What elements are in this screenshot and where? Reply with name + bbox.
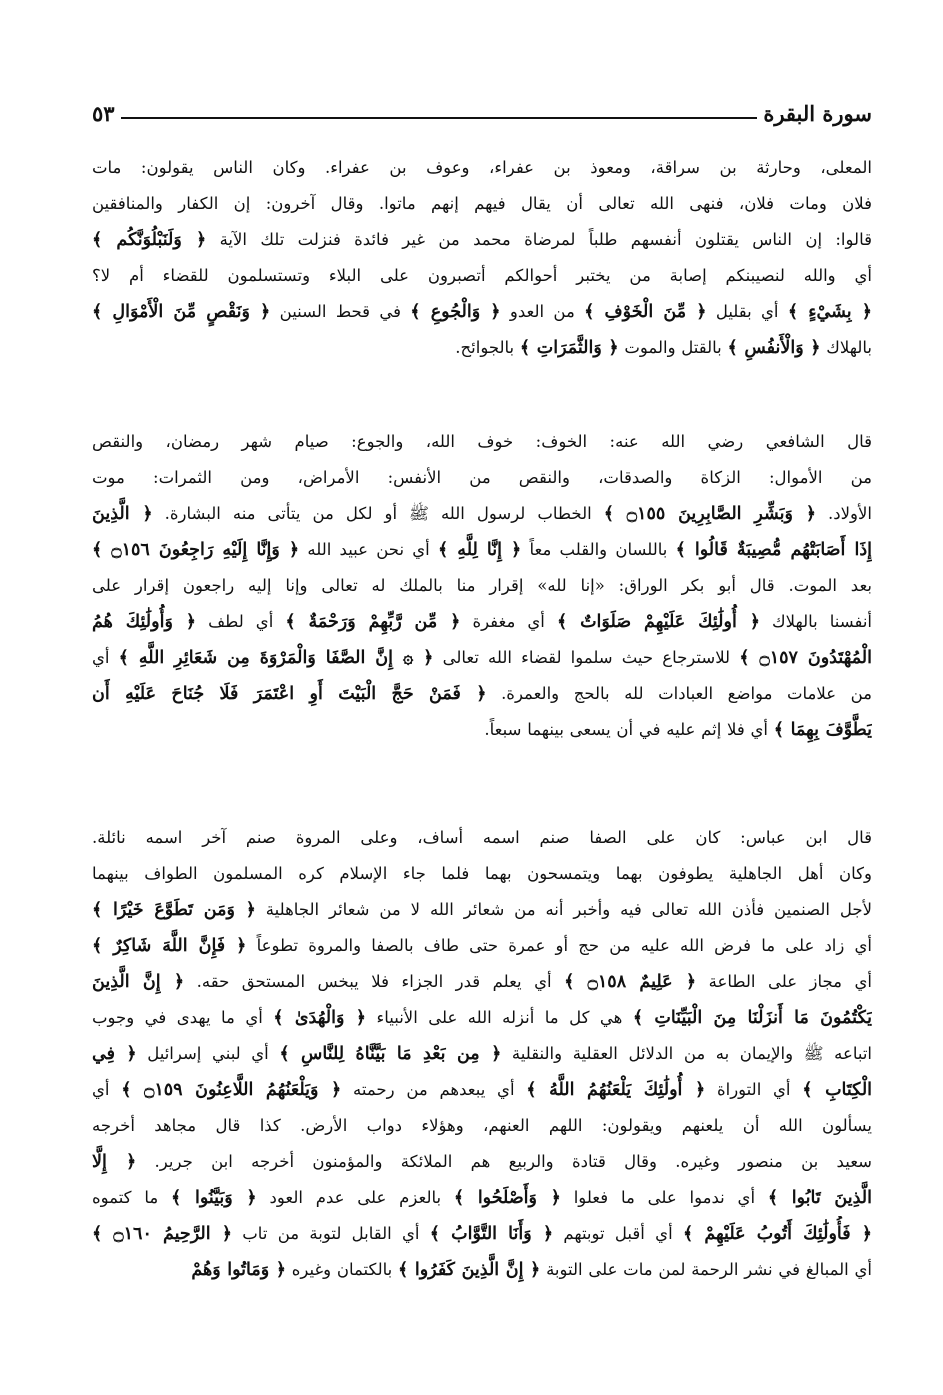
- commentary-text: أي نحن عبيد الله: [299, 540, 438, 559]
- commentary-text: الخطاب لرسول الله ﷺ أو لكل من يتأتى منه البشارة.: [152, 504, 604, 523]
- commentary-text: أي لطف: [196, 612, 286, 631]
- commentary-text: أنفسنا بالهلاك: [759, 612, 872, 631]
- text-line: [92, 568, 872, 604]
- commentary-text: أي القابل لتوبة من تاب: [231, 1224, 430, 1243]
- quran-verse: ﴿ بِشَيْءٍ ﴾: [787, 302, 872, 322]
- commentary-text: لأجل الصنمين فأذن الله تعالى فيه وأخبر أنه من شعائر الله لا من شعائر الجاهلية: [255, 900, 872, 919]
- text-line: [92, 1252, 872, 1288]
- commentary-text: من الأموال: الزكاة والصدقات، والنقص من الأنفس: الأمراض، ومن الثمرات: موت: [92, 468, 872, 487]
- quran-verse: ﴿ فَإِنَّ اللَّهَ شَاكِرٌ ﴾: [92, 936, 247, 956]
- text-line: [92, 604, 872, 640]
- quran-verse: ﴿ ۞ إِنَّ الصَّفَا وَالْمَرْوَةَ مِن شَعَائِرِ اللَّهِ ﴾: [118, 648, 434, 668]
- text-line: [92, 712, 872, 748]
- commentary-text: أي والله لنصيبنكم إصابة من يختبر أحوالكم أتصبرون على البلاء وتستسلمون للقضاء أم لا؟: [92, 266, 872, 285]
- quran-verse: ﴿ وَالْجُوعِ ﴾: [410, 302, 501, 322]
- text-line: [92, 496, 872, 532]
- commentary-text: الأولاد.: [816, 504, 872, 523]
- text-line: [92, 330, 872, 366]
- text-line: [92, 1144, 872, 1180]
- quran-verse: الَّذِينَ تَابُوا ﴾: [767, 1188, 872, 1208]
- quran-verse: ﴿ الَّذِينَ: [92, 504, 153, 524]
- commentary-text: أي يعلم قدر الجزاء فلا يبخس المستحق حقه.: [184, 972, 565, 991]
- commentary-text: أي لبني إسرائيل: [136, 1044, 280, 1063]
- quran-verse: ﴿ أُولَٰئِكَ يَلْعَنُهُمُ اللَّهُ ﴾: [526, 1080, 706, 1100]
- quran-verse: ﴿ وَمَاتُوا وَهُمْ: [191, 1260, 287, 1280]
- commentary-text: أي زاد على ما فرض الله عليه من حج أو عمرة حتى طاف بالصفا والمروة تطوعاً: [246, 936, 872, 955]
- text-line: [92, 640, 872, 676]
- commentary-text: أي فلا إثم عليه في أن يسعى بينهما سبعاً.: [484, 720, 774, 739]
- commentary-text: بالكتمان وغيره: [286, 1260, 398, 1279]
- quran-verse: ﴿ وَلَنَبْلُوَنَّكُم ﴾: [92, 230, 207, 250]
- quran-verse: ﴿ وَالثَّمَرَاتِ ﴾: [519, 338, 619, 358]
- commentary-text: ما كتموه: [92, 1188, 172, 1207]
- quran-verse: ﴿ فَمَنْ حَجَّ الْبَيْتَ أَوِ اعْتَمَرَ فَلَا جُنَاحَ عَلَيْهِ أَن: [92, 684, 487, 704]
- text-line: [92, 258, 872, 294]
- text-line: [92, 424, 872, 460]
- commentary-text: أي مغفرة: [460, 612, 557, 631]
- text-line: [92, 1216, 872, 1252]
- commentary-text: باللسان والقلب معاً: [521, 540, 676, 559]
- commentary-text: قال ابن عباس: كان على الصفا صنم اسمه أساف، وعلى المروة صنم آخر اسمه نائلة.: [92, 828, 872, 847]
- commentary-text: أي ندموا على ما فعلوا: [560, 1188, 768, 1207]
- commentary-text: للاسترجاع حيث سلموا لقضاء الله تعالى: [433, 648, 740, 667]
- text-line: [92, 222, 872, 258]
- quran-verse: الْمُهْتَدُونَ ۝١٥٧ ﴾: [739, 648, 872, 668]
- text-line: [92, 186, 872, 222]
- quran-verse: ﴿ فِي: [92, 1044, 137, 1064]
- commentary-text: بعد الموت. قال أبو بكر الوراق: «إنا لله» إقرار منا بالملك له تعالى وإنا إليه راجعون إقرار على: [92, 576, 872, 595]
- text-line: [92, 964, 872, 1000]
- text-line: [92, 1072, 872, 1108]
- text-line: [92, 1108, 872, 1144]
- surah-title: سورة البقرة: [763, 101, 872, 126]
- quran-verse: ﴿ وَأَنَا التَّوَّابُ ﴾: [429, 1224, 554, 1244]
- quran-verse: ﴿ إِلَّا: [92, 1152, 137, 1172]
- quran-verse: ﴿ مِن بَعْدِ مَا بَيَّنَّاهُ لِلنَّاسِ ﴾: [279, 1044, 502, 1064]
- quran-verse: ﴿ وَيَلْعَنُهُمُ اللَّاعِنُونَ ۝١٥٩ ﴾: [121, 1080, 342, 1100]
- page-number: ٥٣: [92, 101, 115, 126]
- text-line: [92, 150, 872, 186]
- commentary-text: سعيد بن منصور وغيره. وقال قتادة والربيع هم الملائكة والمؤمنون أخرجه ابن جرير.: [136, 1152, 872, 1171]
- quran-verse: ﴿ الرَّحِيمُ ۝١٦٠ ﴾: [92, 1224, 232, 1244]
- commentary-text: في قحط السنين: [270, 302, 411, 321]
- quran-verse: يَكْتُمُونَ مَا أَنزَلْنَا مِنَ الْبَيِّنَاتِ ﴾: [632, 1008, 872, 1028]
- commentary-text: أي مجاز على الطاعة: [696, 972, 872, 991]
- running-header: [92, 92, 872, 128]
- commentary-text: وكان أهل الجاهلية يطوفون بهما ويتمسحون بهما فلما جاء الإسلام كره المسلمون الطواف بينهما: [92, 864, 872, 883]
- quran-verse: ﴿ إِنَّا لِلَّهِ ﴾: [437, 540, 522, 560]
- quran-verse: ﴿ إِنَّ الَّذِينَ: [92, 972, 185, 992]
- quran-verse: ﴿ وَنَقْصٍ مِّنَ الْأَمْوَالِ ﴾: [92, 302, 271, 322]
- quran-verse: إِذَا أَصَابَتْهُم مُّصِيبَةٌ قَالُوا ﴾: [675, 540, 872, 560]
- commentary-text: من علامات مواضع العبادات لله بالحج والعمرة.: [486, 684, 872, 703]
- quran-verse: ﴿ وَمَن تَطَوَّعَ خَيْرًا ﴾: [92, 900, 256, 920]
- commentary-text: بالعزم على عدم العود: [256, 1188, 454, 1207]
- text-line: [92, 1036, 872, 1072]
- commentary-text: اتباعه ﷺ والإيمان به من الدلائل العقلية والنقلية: [501, 1044, 872, 1063]
- quran-verse: ﴿ وَبَيَّنُوا ﴾: [171, 1188, 257, 1208]
- quran-verse: ﴿ وَأَصْلَحُوا ﴾: [453, 1188, 561, 1208]
- text-line: [92, 892, 872, 928]
- quran-verse: ﴿ وَإِنَّا إِلَيْهِ رَاجِعُونَ ۝١٥٦ ﴾: [92, 540, 300, 560]
- quran-verse: ﴿ مِّن رَّبِّهِمْ وَرَحْمَةٌ ﴾: [285, 612, 461, 632]
- commentary-text: أي ما يهدى في وجوب: [92, 1008, 274, 1027]
- commentary-text: أي التوراة: [705, 1080, 803, 1099]
- commentary-text: هي كل ما أنزله الله على الأنبياء: [366, 1008, 633, 1027]
- text-line: [92, 460, 872, 496]
- quran-verse: ﴿ مِّنَ الْخَوْفِ ﴾: [584, 302, 707, 322]
- commentary-text: أي: [92, 1080, 122, 1099]
- commentary-text: قال الشافعي رضي الله عنه: الخوف: خوف الله، والجوع: صيام شهر رمضان، والنقص: [92, 432, 872, 451]
- commentary-text: بالقتل والموت: [618, 338, 728, 357]
- quran-verse: ﴿ أُولَٰئِكَ عَلَيْهِمْ صَلَوَاتٌ ﴾: [556, 612, 760, 632]
- commentary-text: قالوا: إن الناس يقتلون أنفسهم طلباً لمرضاة محمد من غير فائدة فنزلت تلك الآية: [206, 230, 872, 249]
- quran-verse: ﴿ إِنَّ الَّذِينَ كَفَرُوا ﴾: [398, 1260, 541, 1280]
- commentary-text: فلان ومات فلان، فنهى الله تعالى أن يقال فيهم إنهم ماتوا. وقال آخرون: إن الكفار والمنافقين: [92, 194, 872, 213]
- quran-verse: ﴿ فَأُولَٰئِكَ أَتُوبُ عَلَيْهِمْ ﴾: [682, 1224, 872, 1244]
- commentary-text: يسألون الله أن يلعنهم ويقولون: اللهم العنهم، وهؤلاء دواب الأرض. كذا قال مجاهد أخرجه: [92, 1116, 872, 1135]
- text-line: [92, 532, 872, 568]
- quran-verse: ﴿ عَلِيمٌ ۝١٥٨ ﴾: [564, 972, 697, 992]
- text-line: [92, 1180, 872, 1216]
- quran-verse: ﴿ وَالْأَنفُسِ ﴾: [727, 338, 821, 358]
- text-line: [92, 928, 872, 964]
- commentary-text: أي: [92, 648, 119, 667]
- commentary-text: من العدو: [500, 302, 585, 321]
- quran-verse: يَطَّوَّفَ بِهِمَا ﴾: [773, 720, 872, 740]
- commentary-text: بالهلاك: [820, 338, 872, 357]
- text-line: [92, 856, 872, 892]
- commentary-text: بالجوائح.: [455, 338, 520, 357]
- quran-verse: الْكِتَابِ ﴾: [802, 1080, 872, 1100]
- commentary-text: المعلى، وحارثة بن سراقة، ومعوذ بن عفراء، وعوف بن عفراء. وكان الناس يقولون: مات: [92, 158, 872, 177]
- quran-verse: ﴿ وَالْهُدَىٰ ﴾: [273, 1008, 367, 1028]
- text-line: [92, 676, 872, 712]
- commentary-text: أي أقبل توبتهم: [553, 1224, 683, 1243]
- commentary-text: أي بقليل: [706, 302, 788, 321]
- header-rule: [121, 117, 758, 119]
- quran-verse: ﴿ وَبَشِّرِ الصَّابِرِينَ ۝١٥٥ ﴾: [603, 504, 817, 524]
- commentary-text: أي يبعدهم من رحمته: [341, 1080, 527, 1099]
- text-line: [92, 820, 872, 856]
- commentary-text: أي المبالغ في نشر الرحمة لمن مات على التوبة: [540, 1260, 872, 1279]
- text-line: [92, 294, 872, 330]
- text-line: [92, 1000, 872, 1036]
- quran-verse: ﴿ وَأُولَٰئِكَ هُمُ: [92, 612, 197, 632]
